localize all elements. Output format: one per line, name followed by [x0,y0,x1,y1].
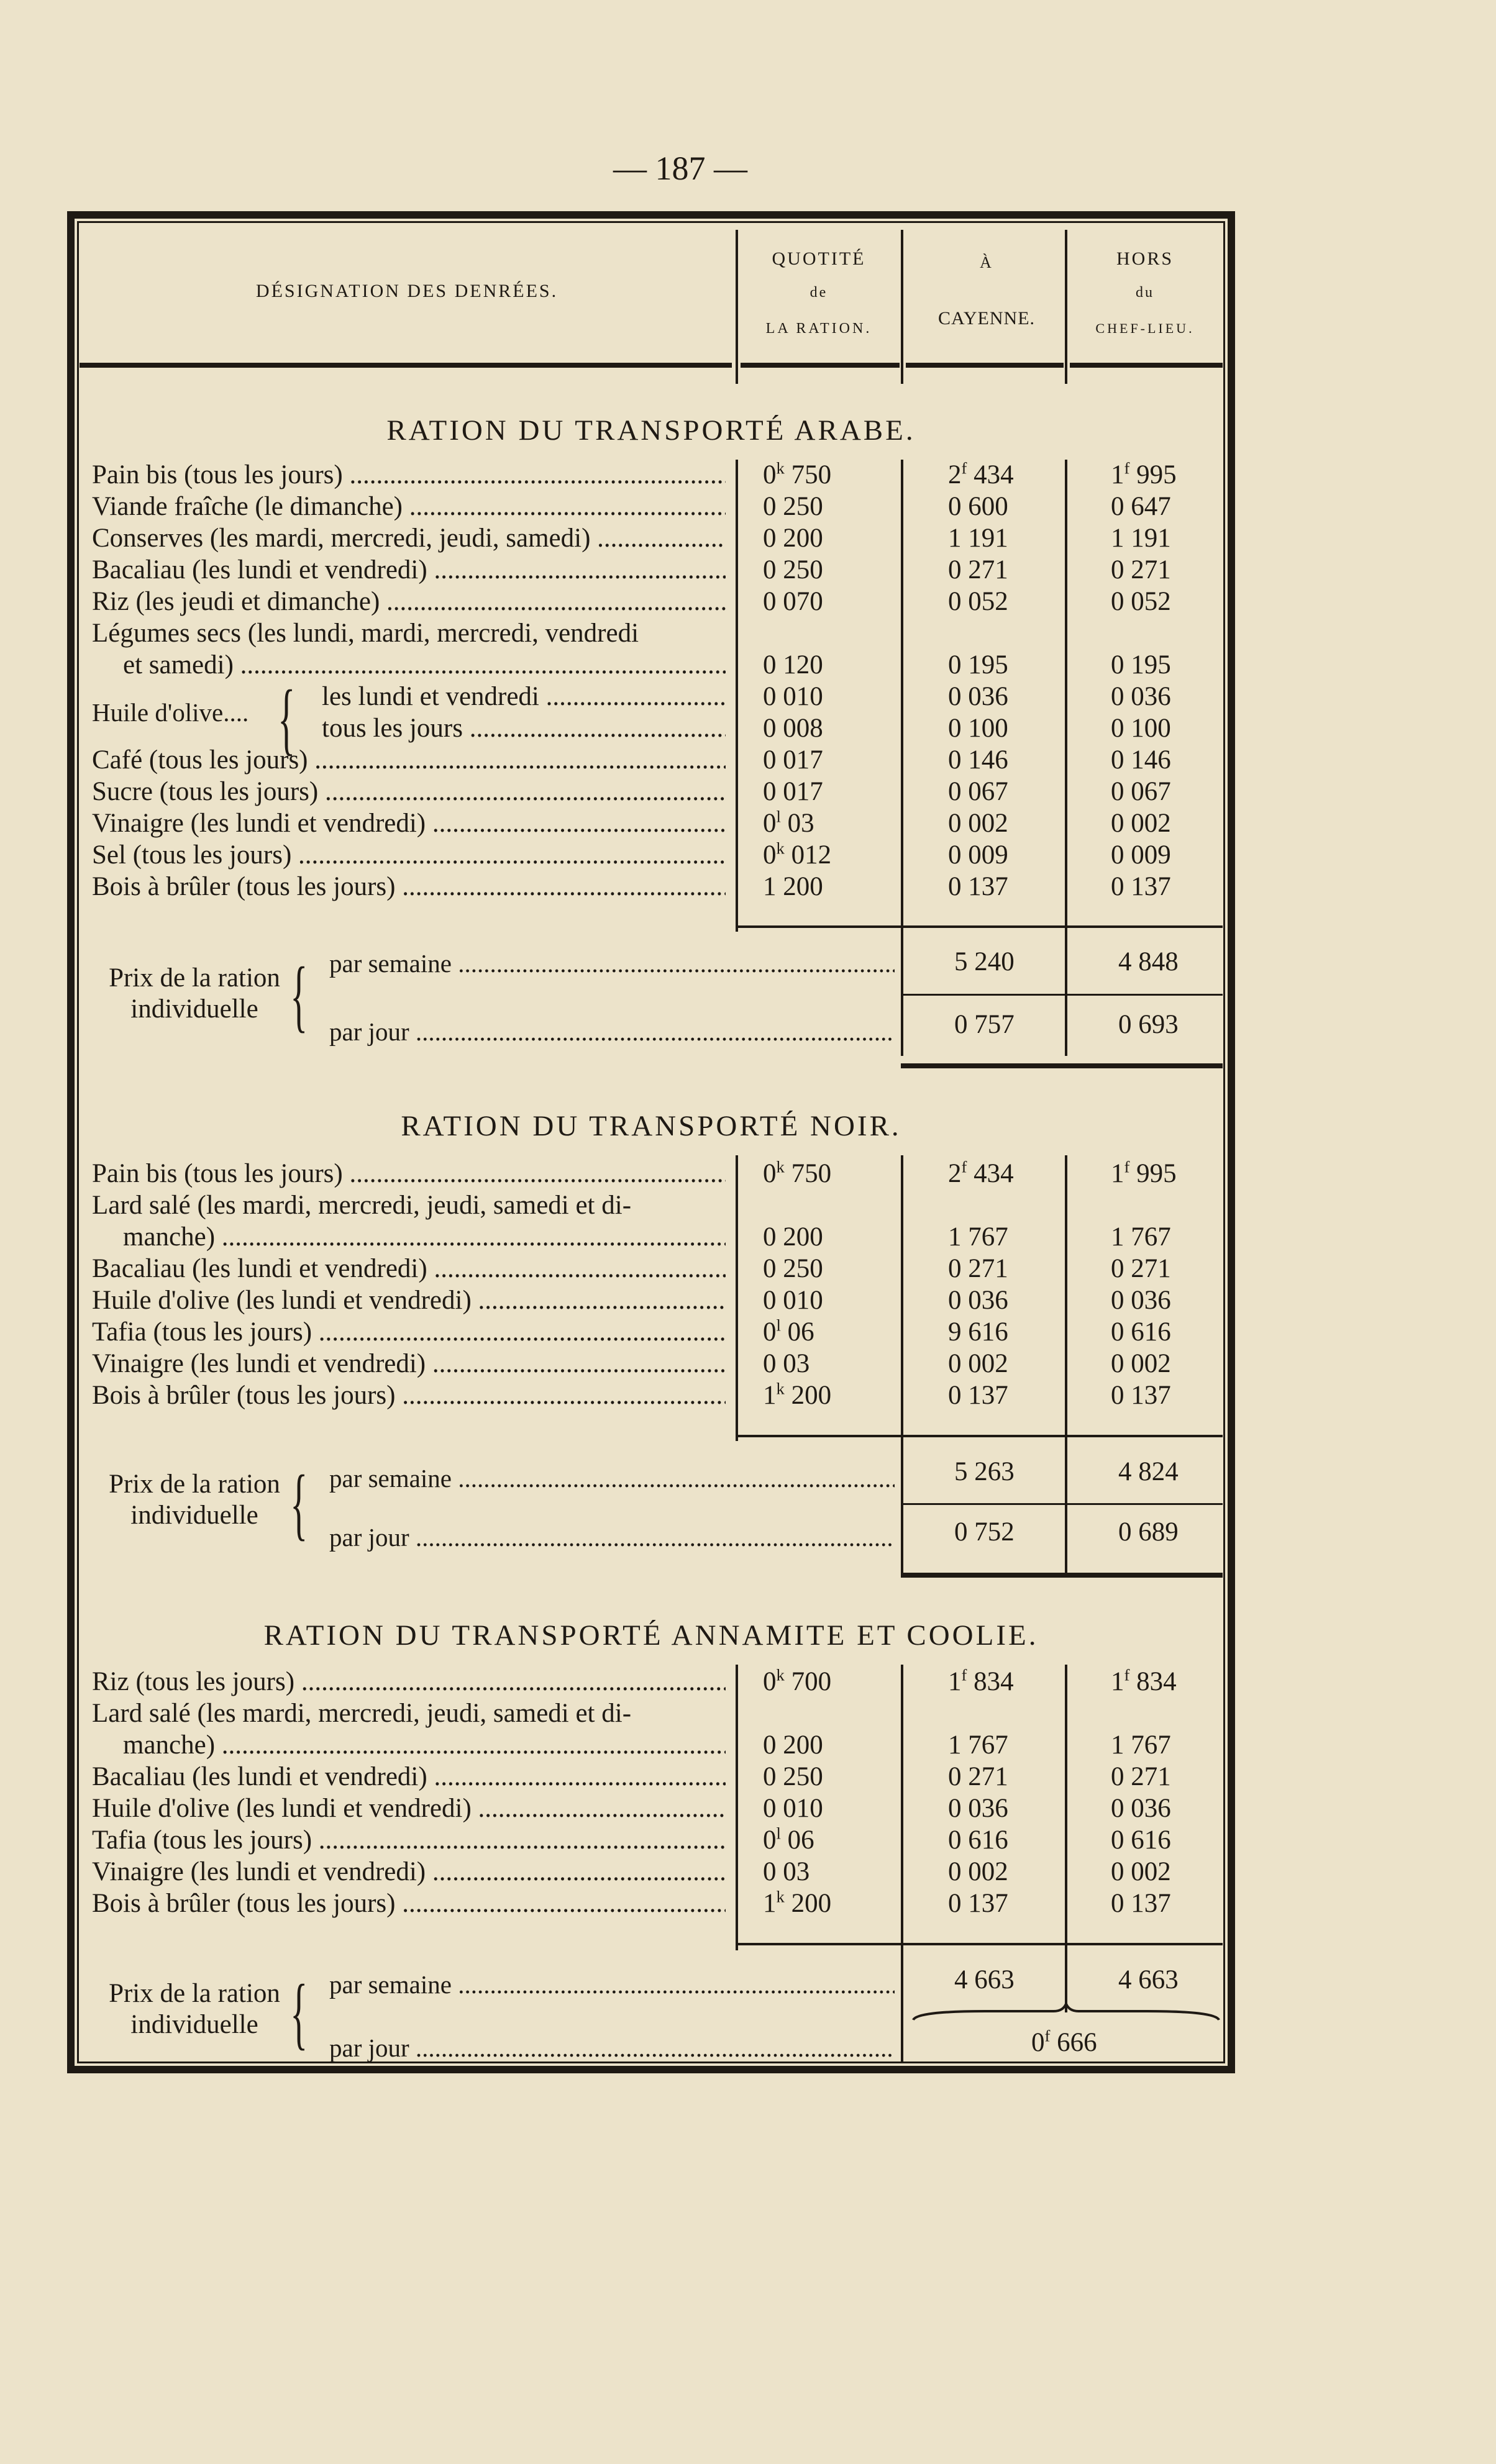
row-cayenne: 0 137 [948,872,1008,901]
row-quotite: 0 200 [763,1222,823,1252]
price-label-line-2: individuelle [130,994,258,1024]
row-cayenne: 0 009 [948,840,1008,870]
price-label [92,1978,297,2040]
row-hors: 0 137 [1111,1889,1171,1918]
week-hors: 4 663 [1118,1965,1179,1994]
row-cayenne: 0 036 [948,1286,1008,1315]
row-quotite: 0 010 [763,682,823,711]
row-label: Tafia (tous les jours) ..... [92,1317,726,1348]
totals-rule [901,994,1223,996]
row-quotite: 0 017 [763,745,823,775]
table-row [92,1666,1216,1698]
table-row [92,460,1216,491]
week-cayenne: 5 240 [954,947,1015,976]
week-hors: 4 824 [1118,1457,1179,1486]
per-week-label: par semaine ..... [329,948,895,979]
row-label: Bacaliau (les lundi et vendredi) ..... [92,555,726,586]
row-label: Bois à brûler (tous les jours) ..... [92,1380,726,1411]
row-label: Bacaliau (les lundi et vendredi) ..... [92,1762,726,1793]
huile-label-text: Huile d'olive [92,698,224,727]
row-quotite: 0$^k$ 750 [763,1157,832,1188]
table-row [92,523,1216,554]
row-hors: 0 137 [1111,872,1171,901]
row-quotite: 0$^k$ 012 [763,839,832,870]
row-label: Riz (tous les jours) ..... [92,1666,726,1698]
price-label-line-1: Prix de la ration [109,963,280,993]
header-la-ration: LA RATION. [765,321,872,337]
section-title-annamite: RATION DU TRANSPORTÉ ANNAMITE ET COOLIE. [263,1619,1039,1652]
row-label: Huile d'olive (les lundi et vendredi) ..... [92,1285,726,1316]
table-row [92,1222,1216,1253]
brace-icon: { [278,674,296,763]
row-hors: 0 271 [1111,555,1171,584]
row-label: les lundi et vendredi ..... [322,681,726,712]
row-label: Riz (les jeudi et dimanche) ..... [92,586,726,617]
header-rule [80,363,732,368]
row-label: Légumes secs (les lundi, mardi, mercredi, vendredi [92,619,639,648]
table-row [92,491,1216,522]
row-hors: 0 002 [1111,1857,1171,1886]
row-label: Lard salé (les mardi, mercredi, jeudi, samedi et di- [92,1699,632,1728]
row-hors: 0 100 [1111,714,1171,743]
totals-rule [736,1435,1223,1437]
row-cayenne: 0 271 [948,1254,1008,1283]
row-cayenne: 9 616 [948,1317,1008,1347]
row-label: Vinaigre (les lundi et vendredi) ..... [92,1857,726,1888]
row-cayenne: 0 271 [948,1762,1008,1791]
header-hors: HORS [1116,248,1174,269]
row-label: Conserves (les mardi, mercredi, jeudi, samedi) ..... [92,523,726,554]
row-cayenne: 0 036 [948,1794,1008,1823]
row-label: Bois à brûler (tous les jours) ..... [92,1888,726,1919]
row-label: tous les jours ..... [322,713,726,744]
price-label-line-1: Prix de la ration [109,1470,280,1499]
per-day-label: par jour ..... [329,2032,895,2063]
row-quotite: 0 010 [763,1286,823,1315]
per-week-label: par semaine ..... [329,1969,895,2000]
row-hors: 0 036 [1111,1286,1171,1315]
row-cayenne: 0 100 [948,714,1008,743]
price-label-line-2: individuelle [130,1501,258,1530]
row-quotite: 0 250 [763,1254,823,1283]
row-quotite: 0$^l$ 06 [763,1316,814,1347]
row-label: Viande fraîche (le dimanche) ..... [92,491,726,522]
day-hors: 0 693 [1118,1010,1179,1039]
row-cayenne: 0 137 [948,1889,1008,1918]
row-hors: 0 146 [1111,745,1171,775]
row-cayenne: 0 271 [948,555,1008,584]
table-row [92,1793,1216,1824]
table-row [92,618,1216,649]
row-hors: 1$^f$ 995 [1111,458,1177,489]
price-label-line-1: Prix de la ration [109,1979,280,2008]
row-quotite: 0$^k$ 700 [763,1665,832,1696]
row-hors: 0 052 [1111,587,1171,616]
row-hors: 1$^f$ 995 [1111,1157,1177,1188]
row-hors: 0 009 [1111,840,1171,870]
row-label: Lard salé (les mardi, mercredi, jeudi, samedi et di- [92,1191,632,1220]
row-quotite: 0 017 [763,777,823,806]
table-row [92,840,1216,871]
row-label: Pain bis (tous les jours) ..... [92,460,726,491]
row-label: et samedi) ..... [92,650,726,681]
row-quotite: 1 200 [763,872,823,901]
row-hors: 0 002 [1111,809,1171,838]
row-hors: 0 036 [1111,1794,1171,1823]
row-hors: 0 036 [1111,682,1171,711]
row-cayenne: 0 616 [948,1825,1008,1855]
row-hors: 0 616 [1111,1825,1171,1855]
table-row [92,1730,1216,1761]
row-quotite: 0 120 [763,650,823,680]
totals-rule [736,925,1223,928]
day-cayenne: 0 757 [954,1010,1015,1039]
row-cayenne: 1 767 [948,1730,1008,1760]
table-row [92,776,1216,807]
merge-brace-icon [911,2001,1221,2024]
row-cayenne: 0 002 [948,1857,1008,1886]
row-quotite: 0 250 [763,492,823,521]
table-row [92,1158,1216,1189]
row-label: manche) ..... [92,1222,726,1253]
row-hors: 0 616 [1111,1317,1171,1347]
week-cayenne: 4 663 [954,1965,1015,1994]
header-cayenne: CAYENNE. [937,308,1036,329]
table-row [92,1190,1216,1221]
section-end-rule [901,1063,1223,1068]
row-quotite: 0 03 [763,1349,810,1378]
row-cayenne: 2$^f$ 434 [948,1157,1014,1188]
row-quotite: 0 008 [763,714,823,743]
table-row [92,586,1216,617]
day-cayenne: 0 752 [954,1517,1015,1547]
row-hors: 0 002 [1111,1349,1171,1378]
row-label: Vinaigre (les lundi et vendredi) ..... [92,1348,726,1380]
header-divider [901,230,903,384]
table-row [92,871,1216,902]
table-row [92,1317,1216,1348]
row-quotite: 0$^l$ 06 [763,1824,814,1855]
row-quotite: 0 250 [763,1762,823,1791]
section-end-rule [901,1573,1223,1578]
header-quotite-de: de [810,284,828,301]
row-cayenne: 2$^f$ 434 [948,458,1014,489]
row-quotite: 0 010 [763,1794,823,1823]
row-quotite: 1$^k$ 200 [763,1379,832,1410]
header-du: du [1136,284,1154,301]
row-hors: 0 647 [1111,492,1171,521]
row-hors: 0 271 [1111,1762,1171,1791]
row-label: manche) ..... [92,1730,726,1761]
row-cayenne: 1$^f$ 834 [948,1665,1014,1696]
row-hors: 1 767 [1111,1730,1171,1760]
row-hors: 1 767 [1111,1222,1171,1252]
row-quotite: 0$^l$ 03 [763,807,814,838]
day-hors: 0 689 [1118,1517,1179,1547]
header-quotite: QUOTITÉ [772,248,866,269]
header-rule [906,363,1064,368]
huile-label: Huile d'olive.... [92,698,249,727]
row-label: Vinaigre (les lundi et vendredi) ..... [92,808,726,839]
price-label-line-2: individuelle [130,2010,258,2039]
per-week-label: par semaine ..... [329,1463,895,1494]
row-cayenne: 0 052 [948,587,1008,616]
header-designation: DÉSIGNATION DES DENRÉES. [255,281,559,301]
row-quotite: 0 250 [763,555,823,584]
row-label: Sucre (tous les jours) ..... [92,776,726,807]
row-cayenne: 1 767 [948,1222,1008,1252]
row-cayenne: 0 002 [948,1349,1008,1378]
brace-icon: { [290,951,308,1040]
table-row [92,1888,1216,1919]
table-row [92,1825,1216,1856]
section-title-arabe: RATION DU TRANSPORTÉ ARABE. [386,414,916,447]
header-rule [1070,363,1223,368]
header-chef-lieu: CHEF-LIEU. [1095,321,1195,336]
row-label: Café (tous les jours) ..... [92,745,726,776]
table-row [92,1285,1216,1316]
row-hors: 1 191 [1111,524,1171,553]
row-hors: 1$^f$ 834 [1111,1665,1177,1696]
row-hors: 0 067 [1111,777,1171,806]
table-row [92,1857,1216,1888]
table-row [92,1762,1216,1793]
row-cayenne: 1 191 [948,524,1008,553]
page-number: — 187 — [613,150,747,187]
day-merged: 0$^f$ 666 [1031,2026,1097,2057]
row-quotite: 0$^k$ 750 [763,458,832,489]
brace-icon: { [290,1968,308,2058]
row-cayenne: 0 036 [948,682,1008,711]
table-row [92,745,1216,776]
row-quotite: 0 200 [763,524,823,553]
row-cayenne: 0 002 [948,809,1008,838]
price-label [92,963,297,1025]
row-quotite: 0 200 [763,1730,823,1760]
table-row [92,555,1216,586]
brace-icon: { [290,1459,308,1548]
row-label: Sel (tous les jours) ..... [92,840,726,871]
row-cayenne: 0 137 [948,1381,1008,1410]
row-hors: 0 137 [1111,1381,1171,1410]
row-label: Bois à brûler (tous les jours) ..... [92,871,726,902]
table-row [92,808,1216,839]
week-hors: 4 848 [1118,947,1179,976]
row-label: Tafia (tous les jours) ..... [92,1825,726,1856]
row-hors: 0 271 [1111,1254,1171,1283]
per-day-label: par jour ..... [329,1522,895,1553]
header-divider [736,230,738,384]
row-quotite: 0 070 [763,587,823,616]
header-a: À [980,253,993,271]
table-row [92,681,1216,712]
row-label: Pain bis (tous les jours) ..... [92,1158,726,1189]
totals-rule [901,1503,1223,1505]
totals-rule [736,1943,1223,1945]
header-rule [741,363,900,368]
row-cayenne: 0 067 [948,777,1008,806]
row-cayenne: 0 146 [948,745,1008,775]
row-quotite: 0 03 [763,1857,810,1886]
table-row [92,1348,1216,1380]
section-title-noir: RATION DU TRANSPORTÉ NOIR. [401,1110,901,1142]
table-row [92,713,1216,744]
row-cayenne: 0 600 [948,492,1008,521]
week-cayenne: 5 263 [954,1457,1015,1486]
price-label [92,1469,297,1531]
row-label: Bacaliau (les lundi et vendredi) ..... [92,1253,726,1284]
table-row [92,1380,1216,1411]
per-day-label: par jour ..... [329,1016,895,1047]
table-row [92,650,1216,681]
row-quotite: 1$^k$ 200 [763,1887,832,1918]
row-hors: 0 195 [1111,650,1171,680]
table-row [92,1253,1216,1284]
header-divider [1065,230,1067,384]
row-label: Huile d'olive (les lundi et vendredi) ..... [92,1793,726,1824]
row-cayenne: 0 195 [948,650,1008,680]
table-row [92,1698,1216,1729]
